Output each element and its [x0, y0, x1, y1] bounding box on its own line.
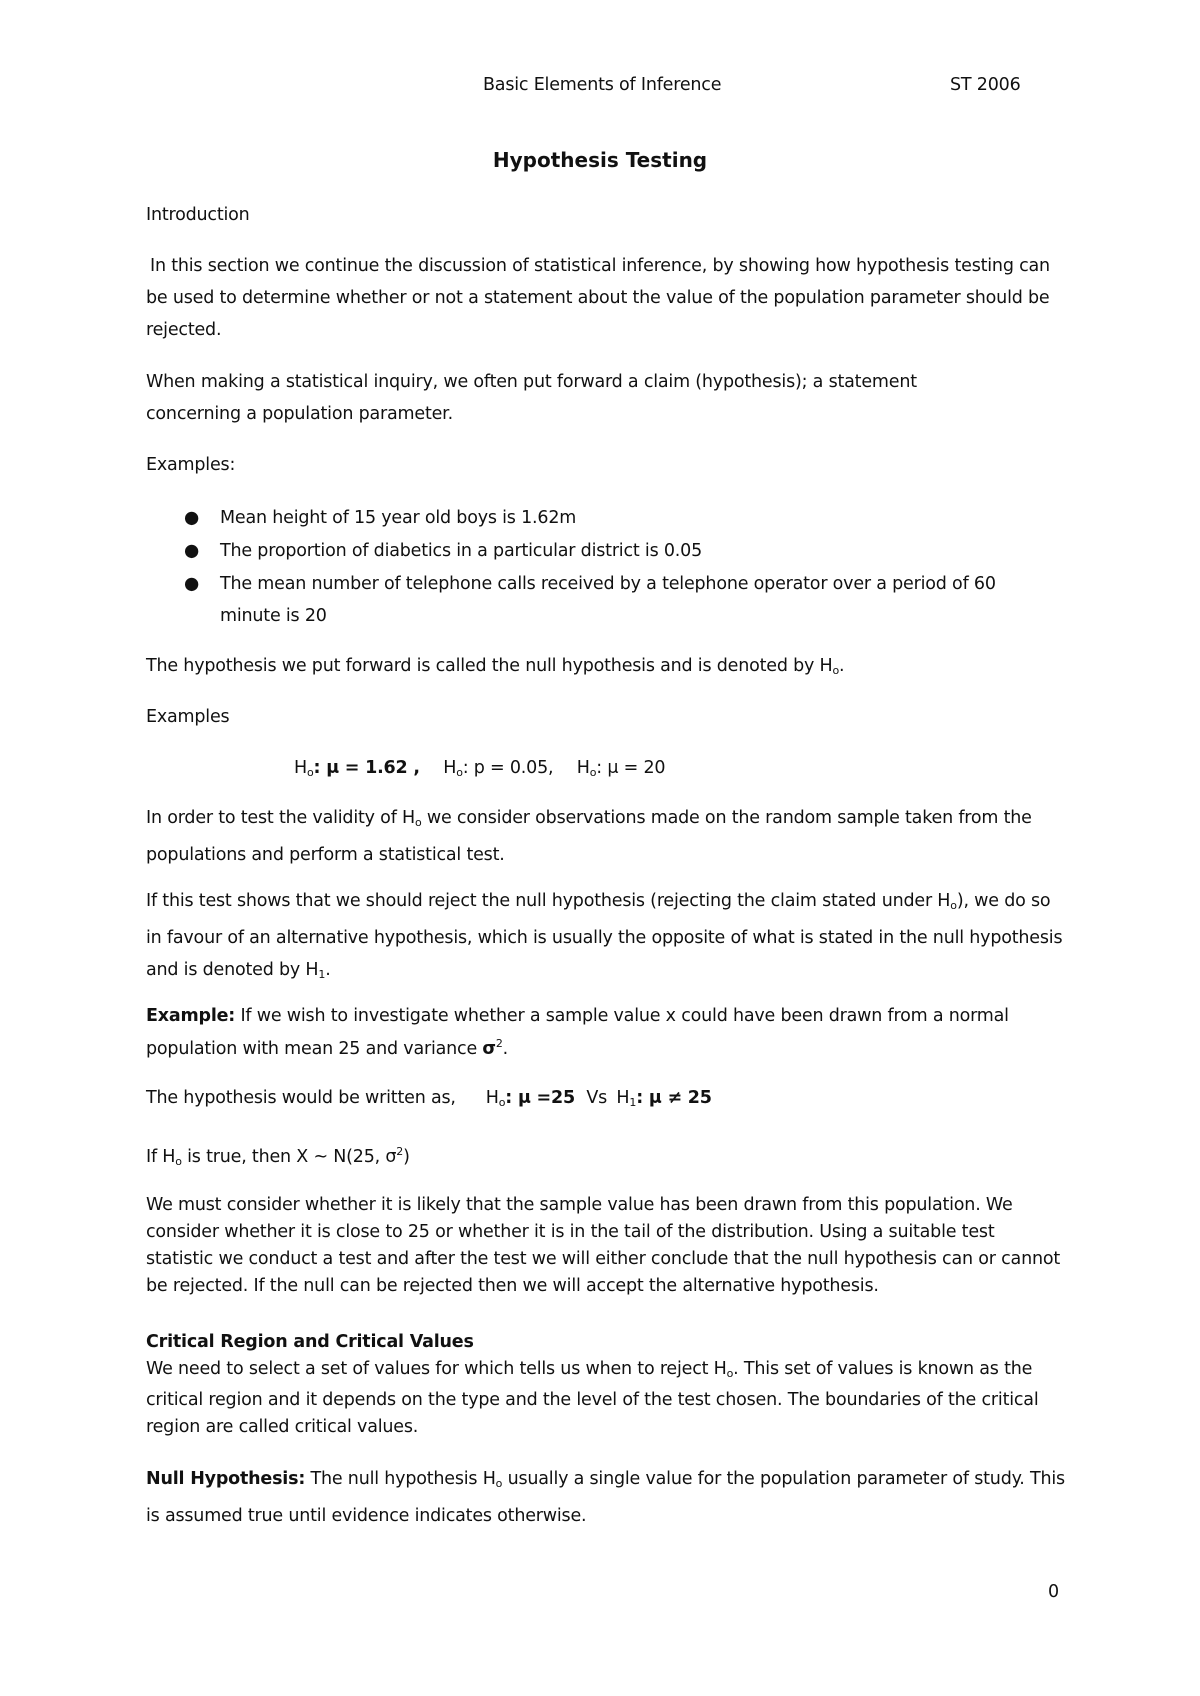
document-page: Basic Elements of Inference ST 2006 Hypothesis Testing Introduction In this section we continue the discussion of statistical inference, by showing how hypothesis testing can be used to determine whether or not a statement about the value of the population parameter should be rejected. When making a statistical inquiry, we often put forward a claim (hypothesis); a statement concerning a population parameter. Examples: ● Mean height of 15 year old boys is 1.62m ● The proportion of diabetics in a particular district is 0.05 ● The mean number of telephone calls received by a telephone operator over a period of 60 minute is 20 The hypothesis we put forward is called the null hypothesis and is denoted by $H_o$. Examples $H_o$: μ = 1.62 , $H_o$: p = 0.05, $H_o$: μ = 20 In order to test the validity of $H_o$ we consider observations made on the random sample taken from the populations and perform a statistical test. If this test shows that we should reject the null hypothesis (rejecting the claim stated under $H_o$), we do so in favour of an alternative hypothesis, which is usually the opposite of what is stated in the null hypothesis and is denoted by $H_1$. Example: If we wish to investigate whether a sample value x could have been drawn from a normal population with mean 25 and variance $\sigma^2$. The hypothesis would be written as, $H_o$: μ =25 Vs $H_1$: μ ≠ 25 If $H_o$ is true, then X ~ N(25, $\sigma^2$) We must consider whether it is likely that the sample value has been drawn from this population. We consider whether it is close to 25 or whether it is in the tail of the distribution. Using a suitable test statistic we conduct a test and after the test we will either conclude that the null hypothesis can or cannot be rejected. If the null can be rejected then we will accept the alternative hypothesis. Critical Region and Critical Values We need to select a set of values for which tells us when to reject $H_o$. This set of values is known as the critical region and it depends on the type and the level of the test chosen. The boundaries of the critical region are called critical values. Null Hypothesis: The null hypothesis $H_o$ usually a single value for the population parameter of study. This is assumed true until evidence indicates otherwise. 0: [0, 0, 1200, 1696]
null-hypothesis-definition: The hypothesis we put forward is called the null hypothesis and is denoted by $H_o$.: [146, 656, 845, 677]
critical-region-section: Critical Region and Critical Values We need to select a set of values for which tells us when to reject $H_o$. This set of values is known as the critical region and it depends on the type and the level of the test chosen. The boundaries of the critical region are called critical values.: [146, 1332, 1039, 1437]
example-paragraph: Example: If we wish to investigate whether a sample value x could have been drawn from a normal population with mean 25 and variance $\sigma^2$.: [146, 1006, 1009, 1059]
null-hypothesis-paragraph: Null Hypothesis: The null hypothesis $H_o$ usually a single value for the population parameter of study. This is assumed true until evidence indicates otherwise.: [146, 1469, 1065, 1526]
page-number: 0: [1048, 1582, 1059, 1602]
claim-paragraph: When making a statistical inquiry, we often put forward a claim (hypothesis); a statement concerning a population parameter.: [146, 372, 917, 424]
bullet-icon: ●: [184, 541, 200, 561]
if-h0-true: If $H_o$ is true, then X ~ N(25, $\sigma^2$): [146, 1145, 410, 1168]
consider-paragraph: We must consider whether it is likely that the sample value has been drawn from this population. We consider whether it is close to 25 or whether it is in the tail of the distribution. Using a suitable test statistic we conduct a test and after the test we will either conclude that the null hypothesis can or cannot be rejected. If the null can be rejected then we will accept the alternative hypothesis.: [146, 1195, 1061, 1296]
examples-label-2: Examples: [146, 707, 230, 727]
hypotheses-examples: $H_o$: μ = 1.62 , $H_o$: p = 0.05, $H_o$: μ = 20: [294, 758, 666, 779]
header-course: ST 2006: [950, 75, 1021, 95]
examples-label: Examples:: [146, 455, 236, 475]
bullet-icon: ●: [184, 508, 200, 528]
validity-paragraph: In order to test the validity of $H_o$ we consider observations made on the random sample taken from the populations and perform a statistical test.: [146, 808, 1032, 865]
reject-paragraph: If this test shows that we should reject the null hypothesis (rejecting the claim stated under $H_o$), we do so in favour of an alternative hypothesis, which is usually the opposite of what is stated in the null hypothesis and is denoted by $H_1$.: [146, 891, 1063, 981]
intro-paragraph: In this section we continue the discussion of statistical inference, by showing how hypothesis testing can be used to determine whether or not a statement about the value of the population parameter should be rejected.: [146, 256, 1050, 340]
hypothesis-written: The hypothesis would be written as, $H_o$: μ =25 Vs $H_1$: μ ≠ 25: [146, 1088, 712, 1109]
header-title: Basic Elements of Inference: [483, 75, 722, 95]
bullet-icon: ●: [184, 574, 200, 594]
critical-region-heading: Critical Region and Critical Values: [146, 1332, 474, 1352]
page-title: Hypothesis Testing: [492, 148, 708, 172]
intro-heading: Introduction: [146, 205, 250, 225]
